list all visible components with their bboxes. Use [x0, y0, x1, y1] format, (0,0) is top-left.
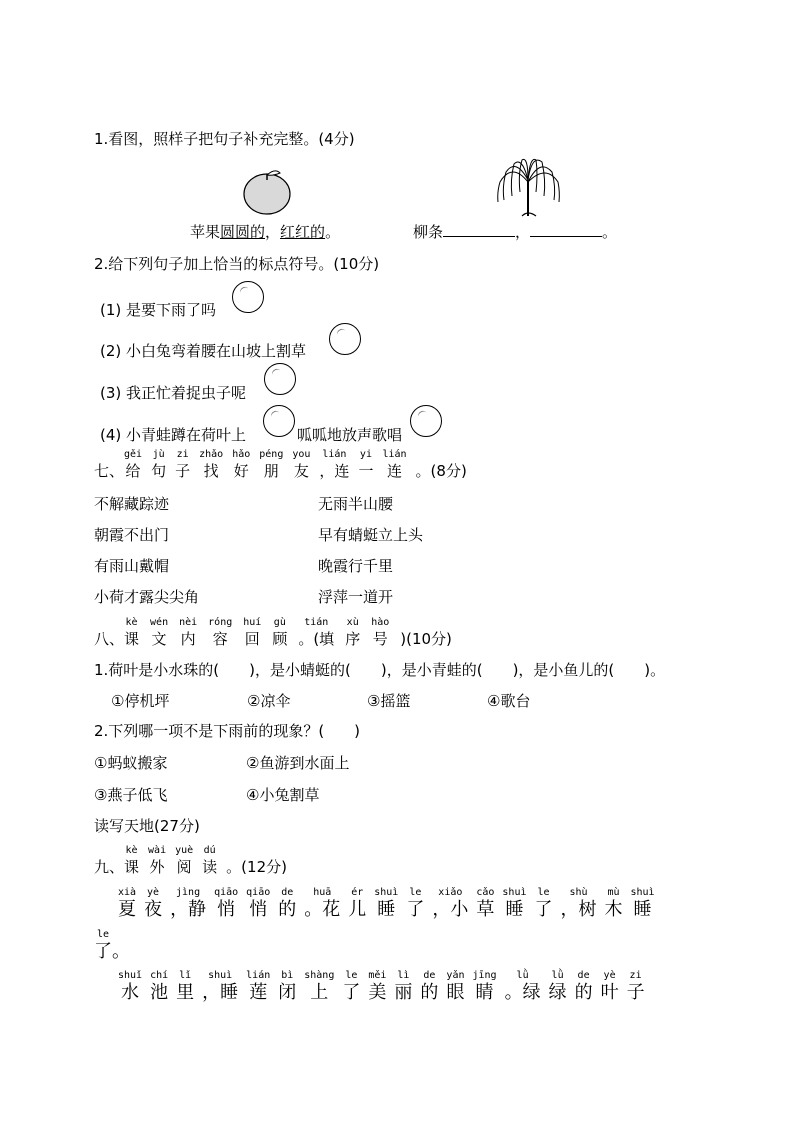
- pinyin-char: [605, 887, 623, 921]
- section-7-heading: 七、 gěi 给 jù 句 zi 子 zhǎo 找 hǎo 好 péng 朋 you 友 lián ，连 yi 一 lián 连 。(8分): [94, 449, 467, 480]
- pinyin-text: shàng: [304, 970, 335, 981]
- passage-line-2: le 了 。: [94, 929, 130, 962]
- pinyin-text: qiāo: [246, 887, 271, 898]
- pinyin-text: wài: [148, 845, 167, 856]
- pinyin-char: [472, 970, 496, 1004]
- match-left-1[interactable]: 不解藏踪迹: [94, 495, 170, 513]
- pinyin-char: [358, 449, 373, 481]
- pinyin-text: you: [292, 449, 311, 460]
- hanzi-text: 一: [358, 462, 374, 480]
- pinyin-text: lián: [246, 970, 271, 981]
- pinyin-char: [371, 617, 389, 649]
- pinyin-text: shuǐ: [118, 970, 143, 981]
- hanzi-text: 子: [175, 462, 191, 480]
- pinyin-text: le: [537, 887, 550, 898]
- pinyin-char: [406, 887, 424, 921]
- pinyin-text: xiǎo: [438, 887, 463, 898]
- pinyin-char: [298, 617, 334, 649]
- answer-blank-1[interactable]: [443, 222, 515, 237]
- pinyin-char: [345, 617, 360, 649]
- pinyin-char: [272, 617, 287, 649]
- pinyin-text: měi: [368, 970, 387, 981]
- hanzi-text: 连: [386, 462, 402, 480]
- hanzi-text: 眼: [446, 982, 465, 1003]
- pinyin-text: le: [345, 970, 358, 981]
- hanzi-text: 悄: [217, 899, 236, 920]
- pinyin-text: tián: [304, 617, 329, 628]
- hanzi-text: 美: [368, 982, 387, 1003]
- pinyin-text: de: [577, 970, 590, 981]
- section-9-heading: 九、 kè 课 wài 外 yuè 阅 dú 读 。(12分): [94, 845, 287, 876]
- hanzi-text: 夏: [118, 899, 137, 920]
- hanzi-text: 睛: [475, 982, 494, 1003]
- pinyin-text: le: [96, 929, 110, 940]
- pinyin-char: [420, 970, 438, 1004]
- pinyin-text: le: [409, 887, 422, 898]
- s8-q1-option-4: ④歌台: [487, 692, 531, 710]
- s8-q2-option-2: ②鱼游到水面上: [246, 754, 350, 772]
- pinyin-char: [118, 887, 136, 921]
- hanzi-text: ，连: [319, 462, 350, 480]
- pinyin-char: [246, 887, 270, 921]
- s8-q2-option-3: ③燕子低飞: [94, 786, 168, 804]
- pinyin-char: [124, 617, 139, 649]
- hanzi-text: ，静: [170, 899, 207, 920]
- q1-title: 1.看图，照样子把句子补充完整。(4分): [94, 130, 355, 148]
- pinyin-text: shuì: [630, 887, 655, 898]
- pinyin-text: lǜ: [551, 970, 564, 981]
- hanzi-text: 水: [121, 982, 140, 1003]
- pinyin-text: kè: [125, 845, 138, 856]
- hanzi-text: 的: [278, 899, 297, 920]
- apple-icon: [240, 166, 294, 216]
- hanzi-text: 找: [203, 462, 219, 480]
- pinyin-text: gěi: [124, 449, 143, 460]
- hanzi-text: 叶: [600, 982, 619, 1003]
- q2-title: 2.给下列句子加上恰当的标点符号。(10分): [94, 255, 380, 273]
- hanzi-text: 里: [176, 982, 195, 1003]
- q1-example: 苹果圆圆的，红红的。: [190, 223, 341, 241]
- hanzi-text: 上: [310, 982, 329, 1003]
- pinyin-text: róng: [208, 617, 233, 628]
- pinyin-char: [144, 887, 162, 921]
- passage-line-3: [118, 970, 653, 1004]
- hanzi-text: 木: [604, 899, 623, 920]
- pinyin-char: [382, 449, 406, 481]
- hanzi-text: 。绿: [504, 982, 541, 1003]
- pinyin-char: [631, 887, 655, 921]
- pinyin-text: de: [281, 887, 294, 898]
- pinyin-text: shuì: [208, 970, 233, 981]
- pinyin-char: [446, 970, 464, 1004]
- q1-task: 柳条 ， 。: [413, 223, 618, 241]
- pinyin-char: [202, 845, 217, 877]
- hanzi-text: 朋: [263, 462, 279, 480]
- pinyin-text: kè: [125, 617, 138, 628]
- hanzi-text: 读: [202, 858, 218, 876]
- passage-line-1: [118, 887, 663, 921]
- hanzi-text: 睡: [377, 899, 396, 920]
- pinyin-char: [627, 970, 645, 1004]
- pinyin-text: péng: [259, 449, 284, 460]
- hanzi-text: 子: [626, 982, 645, 1003]
- pinyin-text: hǎo: [232, 449, 251, 460]
- punctuation-circle-3[interactable]: [264, 363, 296, 395]
- pinyin-text: jìng: [176, 887, 201, 898]
- hanzi-text: 丽: [394, 982, 413, 1003]
- pinyin-char: [124, 449, 142, 481]
- hanzi-text: 儿: [348, 899, 367, 920]
- punctuation-circle-1[interactable]: [232, 281, 264, 313]
- pinyin-text: yuè: [175, 845, 194, 856]
- pinyin-text: wén: [150, 617, 169, 628]
- match-right-3[interactable]: 晚霞行千里: [318, 557, 394, 575]
- hanzi-text: 了: [342, 982, 361, 1003]
- hanzi-text: 课: [124, 630, 140, 648]
- pinyin-char: [505, 970, 541, 1004]
- s8-question-2: 2.下列哪一项不是下雨前的现象？( ): [94, 722, 361, 740]
- pinyin-char: [176, 970, 194, 1004]
- willow-icon: [492, 152, 564, 218]
- pinyin-text: huā: [313, 887, 332, 898]
- hanzi-text: 。(填: [298, 630, 335, 648]
- pinyin-char: [432, 887, 468, 921]
- pinyin-char: [368, 970, 386, 1004]
- pinyin-char: [292, 449, 310, 481]
- pinyin-text: gù: [273, 617, 286, 628]
- hanzi-text: 外: [149, 858, 165, 876]
- pinyin-char: [208, 617, 232, 649]
- pinyin-char: [535, 887, 553, 921]
- hanzi-text: ，睡: [202, 982, 239, 1003]
- pinyin-char: [304, 887, 340, 921]
- pinyin-char: [214, 887, 238, 921]
- hanzi-text: 句: [151, 462, 167, 480]
- pinyin-text: zhǎo: [199, 449, 224, 460]
- pinyin-char: [170, 887, 206, 921]
- hanzi-text: 。花: [304, 899, 341, 920]
- punctuation-circle-2[interactable]: [329, 323, 361, 355]
- pinyin-text: mù: [607, 887, 620, 898]
- pinyin-char: [374, 887, 398, 921]
- pinyin-text: lǜ: [516, 970, 529, 981]
- hanzi-text: 的: [574, 982, 593, 1003]
- pinyin-char: [304, 970, 334, 1004]
- q2-item-2: (2) 小白兔弯着腰在山坡上割草: [100, 342, 307, 360]
- hanzi-text: 内: [180, 630, 196, 648]
- pinyin-text: yè: [147, 887, 160, 898]
- pinyin-text: lǐ: [179, 970, 192, 981]
- pinyin-char: [476, 887, 494, 921]
- pinyin-char: [202, 970, 238, 1004]
- pinyin-char: [319, 449, 349, 481]
- hanzi-text: 莲: [249, 982, 268, 1003]
- pinyin-text: hào: [371, 617, 390, 628]
- s8-q2-option-4: ④小兔割草: [246, 786, 320, 804]
- pinyin-char: [124, 845, 139, 877]
- hanzi-text: 了: [406, 899, 425, 920]
- pinyin-text: yǎn: [446, 970, 465, 981]
- s8-question-1: 1.荷叶是小水珠的( )，是小蜻蜓的( )，是小青蛙的( )，是小鱼儿的( )。: [94, 661, 666, 679]
- s8-q2-option-1: ①蚂蚁搬家: [94, 754, 168, 772]
- hanzi-text: 给: [125, 462, 141, 480]
- section-8-heading: 八、 kè 课 wén 文 nèi 内 róng 容 huí 回 gù 顾 tián 。(填 xù 序 hào 号 )(10分): [94, 617, 452, 648]
- pinyin-char: [199, 449, 223, 481]
- pinyin-text: cǎo: [476, 887, 495, 898]
- hanzi-text: 顾: [272, 630, 288, 648]
- pinyin-char: [502, 887, 526, 921]
- pinyin-text: shù: [569, 887, 588, 898]
- pinyin-text: xù: [346, 617, 359, 628]
- s8-q1-option-3: ③摇篮: [367, 692, 411, 710]
- s8-q1-option-2: ②凉伞: [247, 692, 291, 710]
- pinyin-text: xià: [118, 887, 137, 898]
- hanzi-text: 池: [150, 982, 169, 1003]
- hanzi-text: 课: [124, 858, 140, 876]
- pinyin-text: chí: [150, 970, 169, 981]
- pinyin-char: [243, 617, 261, 649]
- pinyin-char: [549, 970, 567, 1004]
- hanzi-text: 友: [293, 462, 309, 480]
- hanzi-text: ，小: [432, 899, 469, 920]
- hanzi-text: 了: [534, 899, 553, 920]
- pinyin-char: [179, 617, 197, 649]
- hanzi-text: 了: [94, 941, 112, 962]
- pinyin-char: [148, 845, 166, 877]
- pinyin-char: [342, 970, 360, 1004]
- pinyin-char: [561, 887, 597, 921]
- hanzi-text: 闭: [278, 982, 297, 1003]
- pinyin-text: shuì: [374, 887, 399, 898]
- hanzi-text: ，树: [560, 899, 597, 920]
- pinyin-text: de: [423, 970, 436, 981]
- hanzi-text: 睡: [505, 899, 524, 920]
- pinyin-text: qiāo: [214, 887, 239, 898]
- pinyin-char: [175, 449, 190, 481]
- pinyin-text: lián: [322, 449, 347, 460]
- punctuation-circle-4[interactable]: [263, 405, 295, 437]
- hanzi-text: 文: [151, 630, 167, 648]
- pinyin-text: nèi: [179, 617, 198, 628]
- hanzi-text: 草: [476, 899, 495, 920]
- hanzi-text: 绿: [548, 982, 567, 1003]
- pinyin-text: huí: [243, 617, 262, 628]
- pinyin-text: jù: [152, 449, 165, 460]
- pinyin-text: dú: [203, 845, 216, 856]
- match-left-3[interactable]: 有雨山戴帽: [94, 557, 170, 575]
- match-right-1[interactable]: 无雨半山腰: [318, 495, 394, 513]
- pinyin-text: yi: [359, 449, 372, 460]
- q2-item-3: (3) 我正忙着捉虫子呢: [100, 384, 247, 402]
- pinyin-char: [601, 970, 619, 1004]
- pinyin-char: [278, 970, 296, 1004]
- pinyin-char: [151, 449, 166, 481]
- hanzi-text: 悄: [249, 899, 268, 920]
- hanzi-text: 夜: [144, 899, 163, 920]
- pinyin-char: [348, 887, 366, 921]
- pinyin-char: [232, 449, 250, 481]
- hanzi-text: 容: [212, 630, 228, 648]
- pinyin-char: [575, 970, 593, 1004]
- pinyin-char: [246, 970, 270, 1004]
- pinyin-char: [94, 929, 112, 963]
- pinyin-text: zi: [629, 970, 642, 981]
- q2-item-4: (4) 小青蛙蹲在荷叶上: [100, 426, 247, 444]
- hanzi-text: 好: [233, 462, 249, 480]
- hanzi-text: 序: [345, 630, 361, 648]
- pinyin-text: bì: [281, 970, 294, 981]
- pinyin-char: [259, 449, 283, 481]
- match-right-4[interactable]: 浮萍一道开: [318, 588, 394, 606]
- reading-section-title: 读写天地(27分): [94, 817, 200, 835]
- answer-blank-2[interactable]: [530, 222, 602, 237]
- pinyin-char: [150, 970, 168, 1004]
- pinyin-text: ér: [351, 887, 364, 898]
- pinyin-text: yè: [603, 970, 616, 981]
- pinyin-text: shuì: [502, 887, 527, 898]
- s8-q1-option-1: ①停机坪: [111, 692, 170, 710]
- pinyin-char: [394, 970, 412, 1004]
- pinyin-char: [278, 887, 296, 921]
- pinyin-char: [175, 845, 193, 877]
- pinyin-text: zi: [176, 449, 189, 460]
- hanzi-text: 号: [372, 630, 388, 648]
- match-right-2[interactable]: 早有蜻蜓立上头: [318, 526, 424, 544]
- match-left-2[interactable]: 朝霞不出门: [94, 526, 170, 544]
- hanzi-text: 阅: [176, 858, 192, 876]
- hanzi-text: 的: [420, 982, 439, 1003]
- pinyin-text: jīng: [472, 970, 497, 981]
- hanzi-text: 睡: [633, 899, 652, 920]
- hanzi-text: 回: [244, 630, 260, 648]
- q2-item-4-tail: 呱呱地放声歌唱: [297, 426, 403, 444]
- pinyin-text: lián: [382, 449, 407, 460]
- pinyin-char: [118, 970, 142, 1004]
- punctuation-circle-5[interactable]: [410, 405, 442, 437]
- match-left-4[interactable]: 小荷才露尖尖角: [94, 588, 200, 606]
- q2-item-1: (1) 是要下雨了吗: [100, 301, 217, 319]
- pinyin-text: lì: [397, 970, 410, 981]
- pinyin-char: [150, 617, 168, 649]
